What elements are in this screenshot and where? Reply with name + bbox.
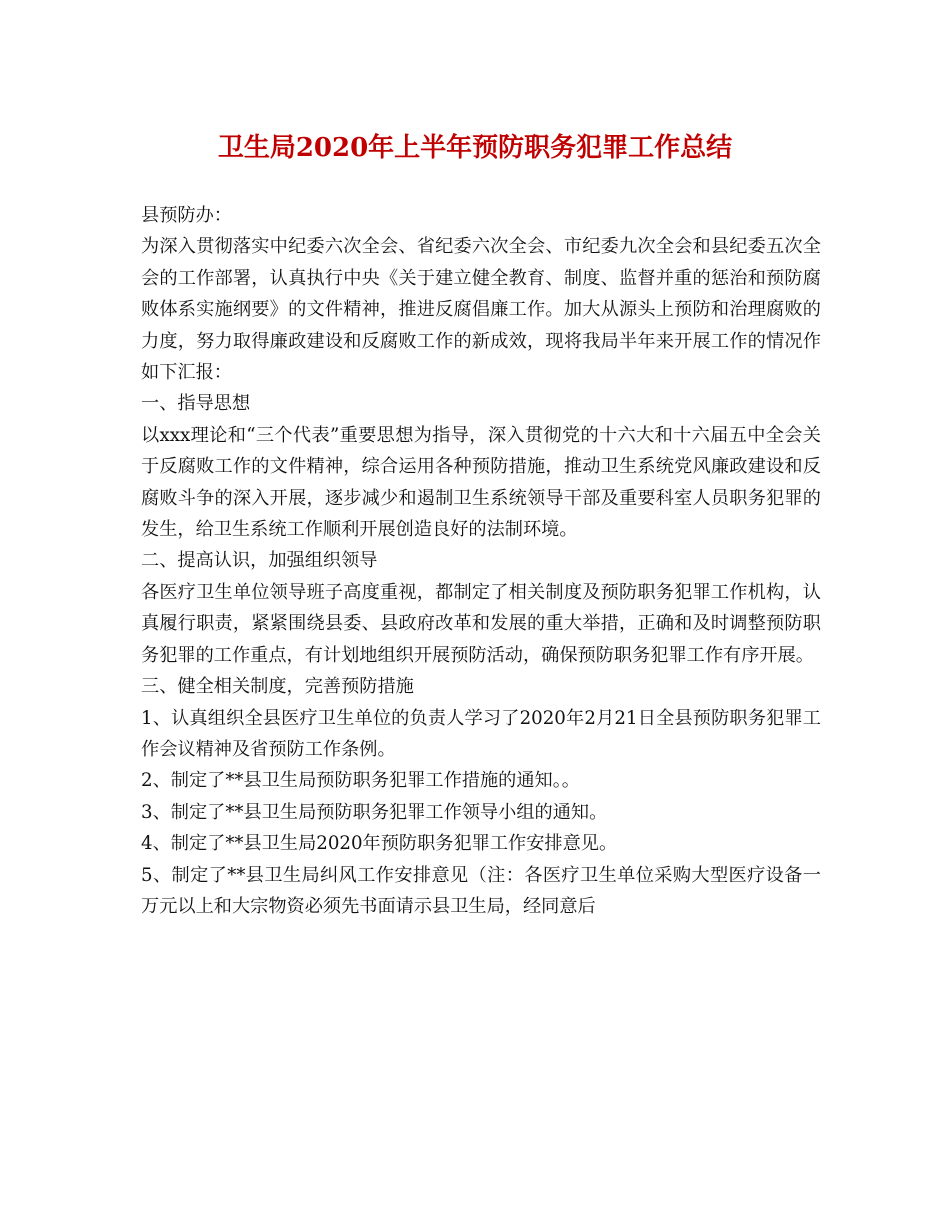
document-body (141, 200, 821, 922)
list-item: 4、制定了**县卫生局2020年预防职务犯罪工作安排意见。 (141, 833, 618, 855)
leadership-paragraph: 各医疗卫生单位领导班子高度重视，都制定了相关制度及预防职务犯罪工作机构，认真履行职责，紧紧围绕县委、县政府改革和发展的重大举措，正确和及时调整预防职务犯罪的工作重点，有计划地组织开展预防活动，确保预防职务犯罪工作有序开展。 (141, 581, 821, 666)
section-heading-systems: 三、健全相关制度，完善预防措施 (141, 676, 414, 698)
intro-paragraph: 为深入贯彻落实中纪委六次全会、省纪委六次全会、市纪委九次全会和县纪委五次全会的工作部署，认真执行中央《关于建立健全教育、制度、监督并重的惩治和预防腐败体系实施纲要》的文件精神，推进反腐倡廉工作。加大从源头上预防和治理腐败的力度，努力取得廉政建设和反腐败工作的新成效，现将我局半年来开展工作的情况作如下汇报： (141, 236, 821, 384)
guiding-thought-paragraph: 以xxx理论和“三个代表”重要思想为指导，深入贯彻党的十六大和十六届五中全会关于反腐败工作的文件精神，综合运用各种预防措施，推动卫生系统党风廉政建设和反腐败斗争的深入开展，逐步减少和遏制卫生系统领导干部及重要科室人员职务犯罪的发生，给卫生系统工作顺利开展创造良好的法制环境。 (141, 424, 821, 541)
section-heading-guiding-thought: 一、指导思想 (141, 393, 251, 415)
list-item: 1、认真组织全县医疗卫生单位的负责人学习了2020年2月21日全县预防职务犯罪工作会议精神及省预防工作条例。 (141, 707, 821, 760)
list-item: 5、制定了**县卫生局纠风工作安排意见（注：各医疗卫生单位采购大型医疗设备一万元以上和大宗物资必须先书面请示县卫生局，经同意后 (141, 864, 821, 917)
document-title: 卫生局2020年上半年预防职务犯罪工作总结 (217, 133, 733, 163)
salutation: 县预防办： (141, 205, 232, 226)
list-item: 2、制定了**县卫生局预防职务犯罪工作措施的通知。。 (141, 770, 580, 792)
section-heading-leadership: 二、提高认识，加强组织领导 (141, 550, 378, 572)
list-item: 3、制定了**县卫生局预防职务犯罪工作领导小组的通知。 (141, 801, 608, 823)
